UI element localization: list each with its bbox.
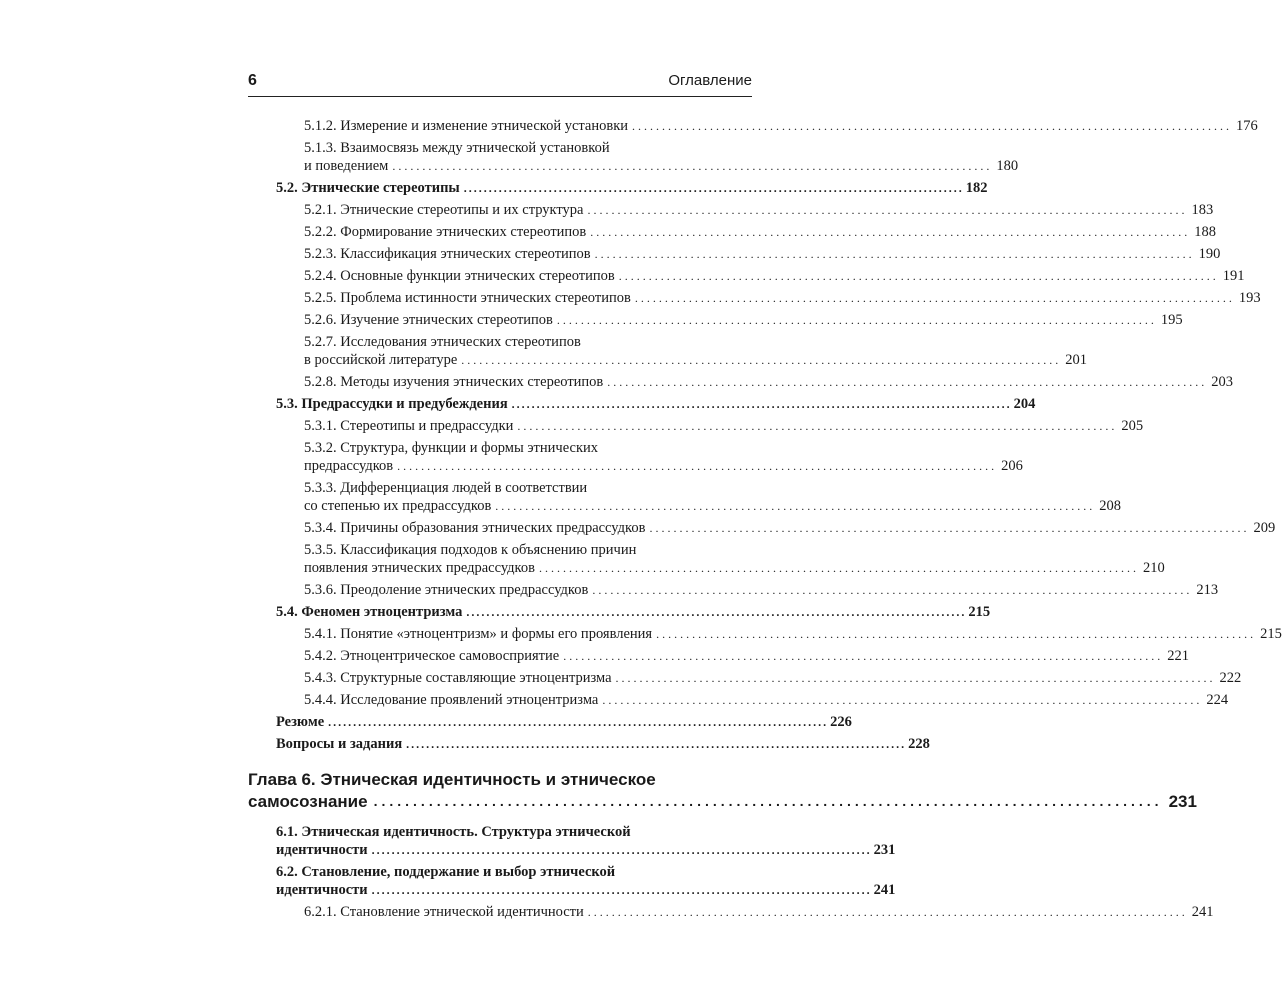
- toc-section: [248, 735, 930, 753]
- table-of-contents: [248, 117, 1282, 925]
- toc-entry: [248, 289, 1261, 307]
- toc-entry-label: 5.3.2. Структура, функции и формы этнических: [304, 440, 598, 456]
- running-title: Оглавление: [668, 72, 752, 89]
- header-rule: [248, 96, 752, 97]
- toc-section-label: 6.1. Этническая идентичность. Структура этнической: [276, 824, 631, 840]
- toc-section-page: 241: [873, 882, 896, 898]
- toc-entry-page: 193: [1238, 290, 1261, 306]
- toc-entry-page: 183: [1191, 202, 1214, 218]
- dot-leader: ....................................................................................................: [632, 119, 1233, 133]
- toc-entry-label: 5.4.1. Понятие «этноцентризм» и формы его проявления: [304, 626, 653, 642]
- toc-entry: [248, 625, 1282, 643]
- toc-entry-label: 5.3.3. Дифференциация людей в соответствии: [304, 480, 588, 496]
- toc-entry: [248, 201, 1214, 219]
- dot-leader: ....................................................................................................: [590, 225, 1191, 239]
- toc-entry-label: 5.2.3. Классификация этнических стереотипов: [304, 246, 591, 262]
- dot-leader: ....................................................................................................: [406, 737, 907, 751]
- toc-entry-label: 6.2.1. Становление этнической идентичности: [304, 904, 584, 920]
- toc-chapter: [248, 769, 1197, 813]
- toc-entry-label-cont: появления этнических предрассудков: [304, 560, 535, 576]
- dot-leader: ....................................................................................................: [587, 203, 1188, 217]
- dot-leader: ....................................................................................................: [538, 561, 1139, 575]
- toc-entry-label: 5.4.2. Этноцентрическое самовосприятие: [304, 648, 560, 664]
- dot-leader: ....................................................................................................: [371, 843, 872, 857]
- toc-section-page: 215: [968, 604, 991, 620]
- toc-entry: [248, 519, 1276, 537]
- toc-entry: [248, 333, 1088, 369]
- toc-entry-label: 5.3.6. Преодоление этнических предрассудков: [304, 582, 589, 598]
- toc-chapter-label-cont: самосознание: [248, 792, 368, 811]
- toc-entry-page: 206: [1001, 458, 1023, 474]
- dot-leader: ....................................................................................................: [397, 459, 998, 473]
- toc-entry-label: 5.2.4. Основные функции этнических стереотипов: [304, 268, 615, 284]
- toc-section-page: 182: [965, 180, 988, 196]
- toc-entry-label-cont: в российской литературе: [304, 352, 458, 368]
- toc-section-label-cont: идентичности: [276, 882, 368, 898]
- toc-entry-label: 5.2.2. Формирование этнических стереотипов: [304, 224, 587, 240]
- toc-entry: [248, 581, 1219, 599]
- toc-entry-label: 5.3.5. Классификация подходов к объяснению причин: [304, 542, 637, 558]
- toc-entry-label: 5.1.2. Измерение и изменение этнической установки: [304, 118, 629, 134]
- toc-section-label-cont: идентичности: [276, 842, 368, 858]
- toc-entry: [248, 223, 1217, 241]
- dot-leader: ....................................................................................................: [602, 693, 1203, 707]
- toc-entry-page: 222: [1219, 670, 1242, 686]
- dot-leader: ....................................................................................................: [607, 375, 1208, 389]
- toc-entry: [248, 311, 1183, 329]
- dot-leader: ....................................................................................................: [634, 291, 1235, 305]
- toc-entry-label: 5.2.5. Проблема истинности этнических стереотипов: [304, 290, 631, 306]
- toc-entry: [248, 139, 1019, 175]
- toc-entry-page: 208: [1099, 498, 1122, 514]
- toc-entry-page: 241: [1191, 904, 1214, 920]
- toc-entry: [248, 267, 1245, 285]
- toc-entry-page: 190: [1198, 246, 1221, 262]
- dot-leader: ....................................................................................................: [615, 671, 1216, 685]
- toc-entry-label-cont: со степенью их предрассудков: [304, 498, 492, 514]
- toc-entry-label: 5.3.1. Стереотипы и предрассудки: [304, 418, 514, 434]
- dot-leader: ....................................................................................................: [556, 313, 1157, 327]
- toc-entry: [248, 541, 1165, 577]
- toc-section-label: 5.3. Предрассудки и предубеждения: [276, 396, 508, 412]
- dot-leader: ....................................................................................................: [371, 883, 872, 897]
- toc-section: [248, 823, 896, 859]
- toc-entry-page: 224: [1206, 692, 1229, 708]
- toc-chapter-label: Глава 6. Этническая идентичность и этническое: [248, 770, 656, 789]
- dot-leader: ....................................................................................................: [461, 353, 1062, 367]
- dot-leader: ....................................................................................................: [511, 397, 1012, 411]
- dot-leader: ....................................................................................................: [656, 627, 1257, 641]
- toc-entry-label: 5.4.4. Исследование проявлений этноцентризма: [304, 692, 599, 708]
- toc-section-page: 231: [873, 842, 896, 858]
- toc-entry: [248, 479, 1122, 515]
- toc-section-label: 5.2. Этнические стереотипы: [276, 180, 460, 196]
- toc-entry: [248, 903, 1214, 921]
- toc-entry-label: 5.1.3. Взаимосвязь между этнической установкой: [304, 140, 610, 156]
- toc-section: [248, 395, 1036, 413]
- toc-entry: [248, 373, 1234, 391]
- dot-leader: ....................................................................................................: [594, 247, 1195, 261]
- dot-leader: ....................................................................................................: [463, 181, 964, 195]
- page-header: [248, 72, 752, 96]
- dot-leader: ....................................................................................................: [587, 905, 1188, 919]
- toc-entry-page: 203: [1211, 374, 1234, 390]
- toc-section-page: 204: [1013, 396, 1036, 412]
- dot-leader: ....................................................................................................: [328, 715, 829, 729]
- toc-section: [248, 179, 988, 197]
- dot-leader: ....................................................................................................: [495, 499, 1096, 513]
- toc-entry: [248, 647, 1189, 665]
- dot-leader: ....................................................................................................: [517, 419, 1118, 433]
- toc-entry-page: 210: [1142, 560, 1165, 576]
- toc-entry-label: 5.2.1. Этнические стереотипы и их структура: [304, 202, 584, 218]
- toc-entry-page: 201: [1065, 352, 1088, 368]
- toc-entry-label: 5.2.7. Исследования этнических стереотипов: [304, 334, 581, 350]
- toc-entry-page: 188: [1194, 224, 1217, 240]
- dot-leader: ....................................................................................................: [618, 269, 1219, 283]
- dot-leader: ....................................................................................................: [649, 521, 1250, 535]
- toc-entry-label: 5.4.3. Структурные составляющие этноцентризма: [304, 670, 612, 686]
- toc-section: [248, 603, 991, 621]
- toc-entry-page: 195: [1160, 312, 1183, 328]
- toc-section: [248, 863, 896, 899]
- toc-entry-label: 5.3.4. Причины образования этнических предрассудков: [304, 520, 646, 536]
- toc-entry-label: 5.2.6. Изучение этнических стереотипов: [304, 312, 553, 328]
- toc-section-label: 5.4. Феномен этноцентризма: [276, 604, 463, 620]
- page-number: 6: [248, 72, 257, 89]
- toc-entry: [248, 439, 1023, 475]
- toc-entry-page: 215: [1260, 626, 1282, 642]
- toc-entry-label-cont: предрассудков: [304, 458, 394, 474]
- toc-entry: [248, 691, 1229, 709]
- dot-leader: ....................................................................................................: [466, 605, 967, 619]
- toc-section: [248, 713, 852, 731]
- toc-entry-page: 213: [1196, 582, 1219, 598]
- toc-section-label: Вопросы и задания: [276, 736, 403, 752]
- toc-entry-page: 205: [1121, 418, 1144, 434]
- toc-section-page: 226: [830, 714, 852, 730]
- toc-entry: [248, 417, 1144, 435]
- toc-entry: [248, 117, 1258, 135]
- toc-entry-page: 180: [996, 158, 1019, 174]
- toc-chapter-page: 231: [1168, 792, 1197, 811]
- toc-entry-page: 176: [1236, 118, 1258, 134]
- toc-entry: [248, 245, 1221, 263]
- dot-leader: ....................................................................................................: [392, 159, 993, 173]
- toc-entry-page: 221: [1167, 648, 1189, 664]
- toc-section-label: 6.2. Становление, поддержание и выбор этнической: [276, 864, 616, 880]
- dot-leader: ....................................................................................................: [592, 583, 1193, 597]
- toc-entry: [248, 669, 1242, 687]
- toc-entry-label: 5.2.8. Методы изучения этнических стереотипов: [304, 374, 604, 390]
- toc-section-label: Резюме: [276, 714, 325, 730]
- toc-entry-page: 191: [1222, 268, 1245, 284]
- toc-section-page: 228: [908, 736, 930, 752]
- toc-entry-label-cont: и поведением: [304, 158, 389, 174]
- dot-leader: ....................................................................................................: [563, 649, 1164, 663]
- dot-leader: ....................................................................................................: [373, 793, 1163, 809]
- toc-entry-page: 209: [1253, 520, 1276, 536]
